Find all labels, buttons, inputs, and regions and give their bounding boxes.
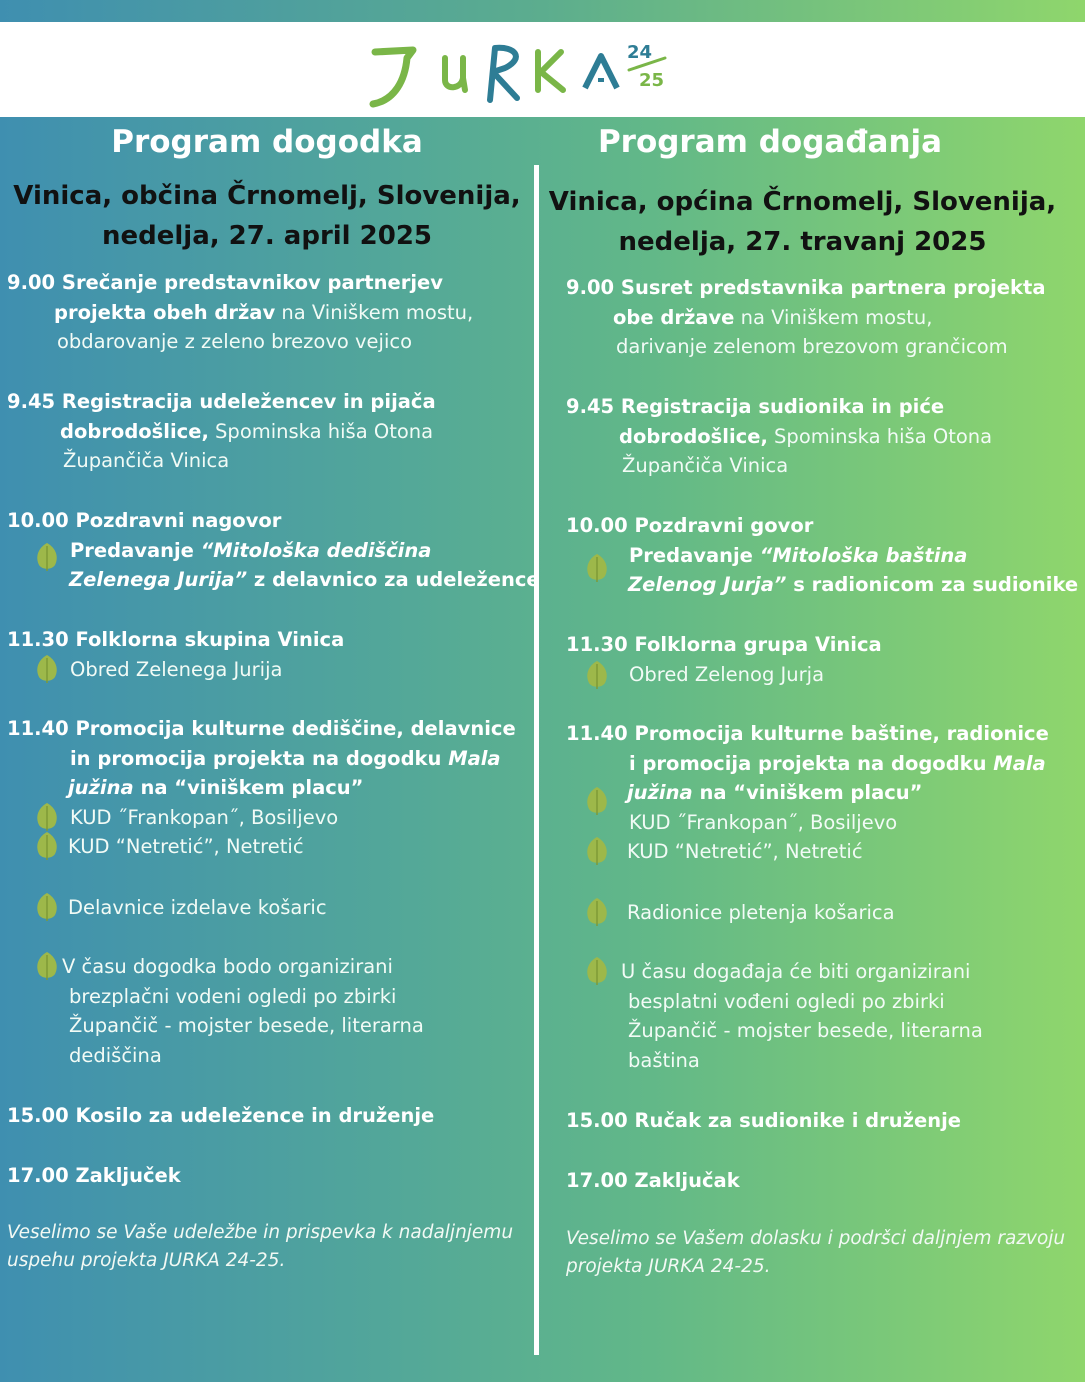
program-item-1140: [566, 719, 1049, 867]
top-gradient-strip: [0, 0, 1085, 22]
item-heading: Predavanje: [70, 538, 201, 562]
item-text: obdarovanje z zeleno brezovo vejico: [57, 330, 413, 353]
leaf-icon: [584, 956, 610, 986]
logo-years-bottom: 25: [639, 70, 665, 91]
jurka-logo-mark: [365, 28, 685, 112]
item-text: KUD “Netretić”, Netretić: [627, 840, 863, 863]
closing-line: Veselimo se Vaše udeležbe in prispevka k nadaljnjemu: [7, 1222, 514, 1243]
item-text: baština: [628, 1048, 700, 1072]
item-heading: 9.00 Srečanje predstavnikov partnerjev: [7, 271, 443, 294]
program-item-0945: [566, 392, 993, 481]
closing-line: Veselimo se Vašem dolasku i podršci daljnjem razvoju: [566, 1228, 1066, 1249]
subtitle-line: nedelja, 27. travanj 2025: [618, 227, 987, 257]
program-item-1700: [566, 1166, 740, 1196]
leaf-icon: [584, 786, 610, 816]
item-heading: 9.45 Registracija udeležencev in pijača: [7, 390, 436, 413]
closing-note: [7, 1219, 513, 1275]
program-item-workshops: [7, 893, 327, 923]
item-heading: na “viniškem placu”: [133, 776, 364, 799]
item-heading: 9.00 Susret predstavnika partnera projekta: [566, 276, 1046, 299]
program-item-guided-tours: [566, 957, 983, 1075]
subtitle-line: nedelja, 27. april 2025: [101, 221, 432, 251]
logo-years-top: 24: [627, 42, 653, 63]
item-heading: 10.00 Pozdravni nagovor: [7, 509, 282, 532]
lecture-title: Zelenega Jurija”: [69, 568, 248, 591]
column-title: Program događanja: [597, 124, 943, 160]
item-heading: 17.00 Zaključak: [566, 1169, 740, 1192]
item-heading: i promocija projekta na dogodku: [629, 751, 994, 775]
item-text: Obred Zelenega Jurija: [70, 657, 283, 681]
event-name: Mala: [993, 751, 1046, 775]
item-text: na Viniškem mostu,: [275, 300, 474, 324]
item-heading: projekta obeh držav: [54, 300, 276, 324]
program-item-1140: [7, 714, 516, 862]
item-text: KUD ˝Frankopan˝, Bosiljevo: [70, 805, 339, 829]
item-text: brezplačni vodeni ogledi po zbirki: [69, 984, 397, 1008]
leaf-icon: [34, 542, 60, 572]
item-heading: dobrodošlice,: [619, 424, 768, 448]
item-text: V času dogodka bodo organizirani: [62, 955, 393, 978]
lecture-title: “Mitološka baština: [759, 543, 968, 567]
leaf-icon: [584, 897, 610, 927]
item-heading: Predavanje: [629, 543, 760, 567]
item-text: Delavnice izdelave košaric: [68, 896, 327, 919]
item-heading: 11.40 Promocija kulturne dediščine, delavnice: [7, 717, 516, 740]
item-text: Župančič - mojster besede, literarna: [628, 1019, 983, 1042]
leaf-icon: [584, 660, 610, 690]
item-text: U času događaja će biti organizirani: [621, 960, 971, 983]
item-heading: na “viniškem placu”: [692, 781, 923, 804]
program-item-1000: [566, 511, 1079, 600]
program-item-workshops: [566, 898, 895, 928]
item-heading: in promocija projekta na dogodku: [70, 746, 449, 770]
item-text: KUD “Netretić”, Netretić: [68, 835, 304, 858]
event-name: južina: [627, 781, 693, 804]
item-heading: 11.30 Folklorna grupa Vinica: [566, 633, 882, 656]
program-item-guided-tours: [7, 952, 424, 1070]
item-text: Župančiča Vinica: [63, 449, 230, 472]
event-location-date: [540, 182, 1065, 262]
item-heading: 15.00 Kosilo za udeležence in druženje: [7, 1104, 435, 1127]
item-heading: obe države: [613, 305, 735, 329]
program-item-1130: [566, 630, 882, 689]
item-heading: 10.00 Pozdravni govor: [566, 514, 814, 537]
item-text: darivanje zelenom brezovom grančicom: [616, 335, 1008, 358]
leaf-icon: [34, 892, 60, 922]
leaf-icon: [34, 951, 60, 981]
item-heading: 11.30 Folklorna skupina Vinica: [7, 628, 345, 651]
closing-line: uspehu projekta JURKA 24-25.: [7, 1250, 286, 1271]
closing-note: [566, 1225, 1065, 1281]
lecture-title: Zelenog Jurja”: [628, 573, 787, 596]
program-item-1700: [7, 1161, 181, 1191]
subtitle-line: Vinica, občina Črnomelj, Slovenija,: [13, 181, 521, 211]
item-heading: z delavnico za udeležence: [247, 568, 540, 591]
item-text: Obred Zelenog Jurja: [629, 662, 825, 686]
leaf-icon: [584, 553, 610, 583]
item-heading: 17.00 Zaključek: [7, 1164, 181, 1187]
item-text: Spominska hiša Otona: [208, 419, 434, 443]
program-item-1000: [7, 506, 540, 595]
item-heading: 11.40 Promocija kulturne baštine, radionice: [566, 722, 1049, 745]
program-item-0900: [566, 273, 1045, 362]
item-heading: 15.00 Ručak za sudionike i druženje: [566, 1109, 961, 1132]
event-name: južina: [68, 776, 134, 799]
lecture-title: “Mitološka dediščina: [200, 538, 432, 562]
column-title: Program dogodka: [111, 124, 423, 160]
item-text: besplatni vođeni ogledi po zbirki: [628, 989, 945, 1013]
item-text: KUD ˝Frankopan˝, Bosiljevo: [629, 810, 898, 834]
leaf-icon: [34, 654, 60, 684]
item-text: dediščina: [69, 1043, 162, 1067]
item-heading: dobrodošlice,: [60, 419, 209, 443]
jurka-logo: [0, 22, 1085, 117]
event-name: Mala: [448, 746, 501, 770]
closing-line: projekta JURKA 24-25.: [566, 1256, 771, 1277]
program-item-1130: [7, 625, 344, 684]
program-item-1500: [7, 1101, 434, 1131]
leaf-icon: [34, 831, 60, 861]
item-text: Spominska hiša Otona: [767, 424, 993, 448]
item-text: Župančič - mojster besede, literarna: [69, 1014, 424, 1037]
leaf-icon: [34, 802, 60, 832]
item-text: na Viniškem mostu,: [734, 305, 933, 329]
program-item-0945: [7, 387, 436, 476]
leaf-icon: [584, 836, 610, 866]
item-text: Radionice pletenja košarica: [627, 901, 895, 924]
item-heading: s radionicom za sudionike: [786, 573, 1079, 596]
event-location-date: [0, 176, 534, 256]
item-heading: 9.45 Registracija sudionika in piće: [566, 395, 945, 418]
subtitle-line: Vinica, općina Črnomelj, Slovenija,: [548, 187, 1057, 217]
program-item-0900: [7, 268, 474, 357]
program-item-1500: [566, 1106, 961, 1136]
item-text: Župančiča Vinica: [622, 454, 789, 477]
